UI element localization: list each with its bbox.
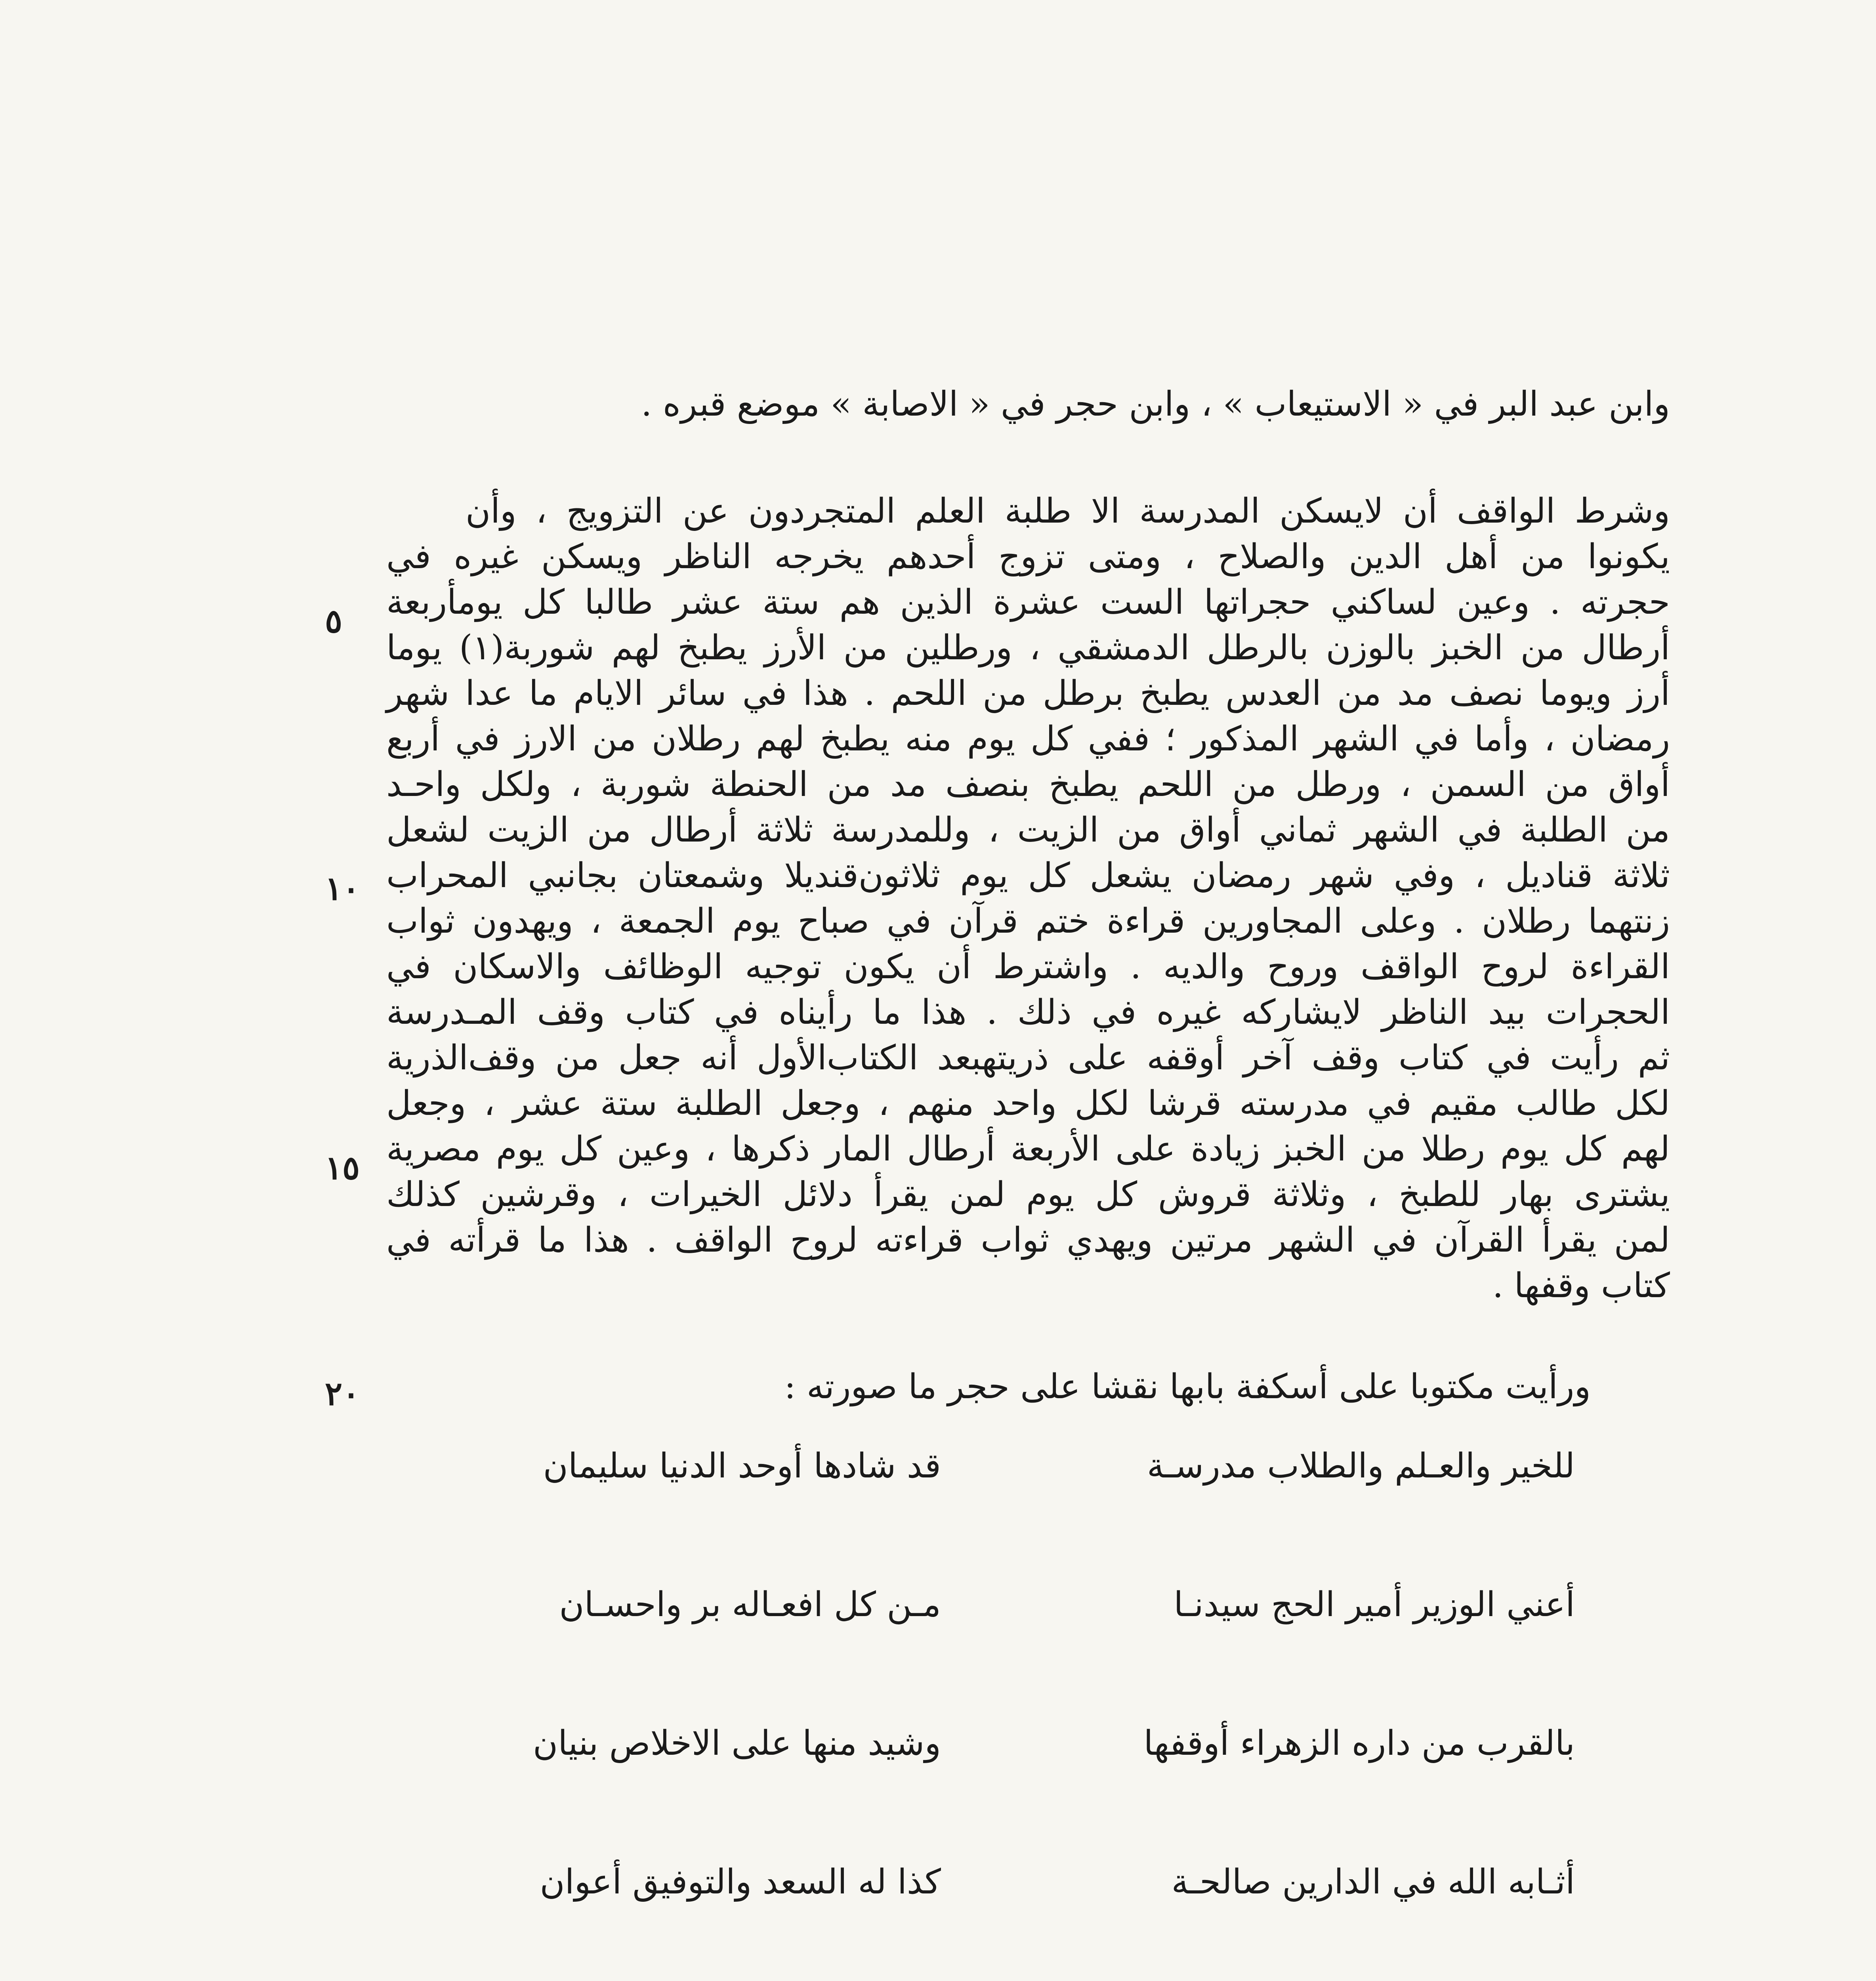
- paragraph-line: أرطال من الخبز بالوزن بالرطل الدمشقي ، ورطلين من الأرز يطبخ لهم شوربة(١) يوما: [386, 628, 1670, 668]
- paragraph-line: ثم رأيت في كتاب وقف آخر أوقفه على ذريتهبعد الكتاب‌الأول أنه جعل من وقف‌الذرية: [386, 1038, 1670, 1078]
- margin-line-number: ٢٠: [325, 1375, 360, 1413]
- verse-second-half: وشيد منها على الاخلاص بنيان: [533, 1723, 941, 1763]
- paragraph-line: ثلاثة قناديل ، وفي شهر رمضان يشعل كل يوم ثلاثون‌قنديلا وشمعتان بجانبي المحراب: [386, 856, 1670, 895]
- paragraph-line: حجرته . وعين لساكني حجراتها الست عشرة الذين هم ستة عشر طالبا كل يومأربعة: [386, 582, 1670, 622]
- opening-line: وابن عبد البر في « الاستيعاب » ، وابن حجر في « الاصابة » موضع قبره .: [641, 384, 1670, 424]
- inscription-intro: ورأيت مكتوبا على أسكفة بابها نقشا على حجر ما صورته :: [784, 1367, 1591, 1407]
- margin-line-number: ٥: [325, 602, 343, 640]
- paragraph-line: لمن يقرأ القرآن في الشهر مرتين ويهدي ثواب قراءته لروح الواقف . هذا ما قرأته في: [386, 1220, 1670, 1260]
- verse-first-half: بالقرب من داره الزهراء أوقفها: [1143, 1723, 1575, 1763]
- paragraph-line: القراءة لروح الواقف وروح والديه . واشترط أن يكون توجيه الوظائف والاسكان في: [386, 947, 1670, 987]
- paragraph-line: لكل طالب مقيم في مدرسته قرشا لكل واحد منهم ، وجعل الطلبة ستة عشر ، وجعل: [386, 1084, 1670, 1123]
- paragraph-line: من الطلبة في الشهر ثماني أواق من الزيت ، وللمدرسة ثلاثة أرطال من الزيت لشعل: [386, 810, 1670, 850]
- paragraph-line: رمضان ، وأما في الشهر المذكور ؛ ففي كل يوم منه يطبخ لهم رطلان من الارز في أربع: [386, 719, 1670, 759]
- paragraph-line: كتاب وقفها .: [1492, 1266, 1670, 1305]
- verse-first-half: أعني الوزير أمير الحج سيدنـا: [1174, 1585, 1575, 1624]
- paragraph-line: زنتهما رطلان . وعلى المجاورين قراءة ختم قرآن في صباح يوم الجمعة ، ويهدون ثواب: [386, 901, 1670, 941]
- paragraph-line: وشرط الواقف أن لايسكن المدرسة الا طلبة العلم المتجردون عن التزويج ، وأن: [466, 491, 1670, 531]
- paragraph-line: يكونوا من أهل الدين والصلاح ، ومتى تزوج أحدهم يخرجه الناظر ويسكن غيره في: [386, 537, 1670, 576]
- verse-second-half: قد شادها أوحد الدنيا سليمان: [543, 1446, 941, 1486]
- paragraph-line: الحجرات بيد الناظر لايشاركه غيره في ذلك . هذا ما رأيناه في كتاب وقف المـدرسة: [386, 992, 1670, 1032]
- paragraph-line: أرز ويوما نصف مد من العدس يطبخ برطل من اللحم . هذا في سائر الايام ما عدا شهر: [386, 674, 1670, 713]
- margin-line-number: ١٥: [325, 1149, 360, 1187]
- paragraph-line: يشترى بهار للطبخ ، وثلاثة قروش كل يوم لمن يقرأ دلائل الخيرات ، وقرشين كذلك: [386, 1175, 1670, 1214]
- paragraph-line: لهم كل يوم رطلا من الخبز زيادة على الأربعة أرطال المار ذكرها ، وعين كل يوم مصرية: [386, 1129, 1670, 1169]
- margin-line-number: ١٠: [325, 870, 360, 908]
- verse-first-half: للخير والعـلم والطلاب مدرسـة: [1147, 1446, 1575, 1486]
- verse-first-half: أثـابه الله في الدارين صالحـة: [1171, 1862, 1575, 1902]
- verse-second-half: كذا له السعد والتوفيق أعوان: [540, 1862, 941, 1902]
- paragraph-line: أواق من السمن ، ورطل من اللحم يطبخ بنصف مد من الحنطة شوربة ، ولكل واحـد: [386, 765, 1670, 804]
- verse-second-half: مـن كل افعـاله بر واحسـان: [559, 1585, 941, 1624]
